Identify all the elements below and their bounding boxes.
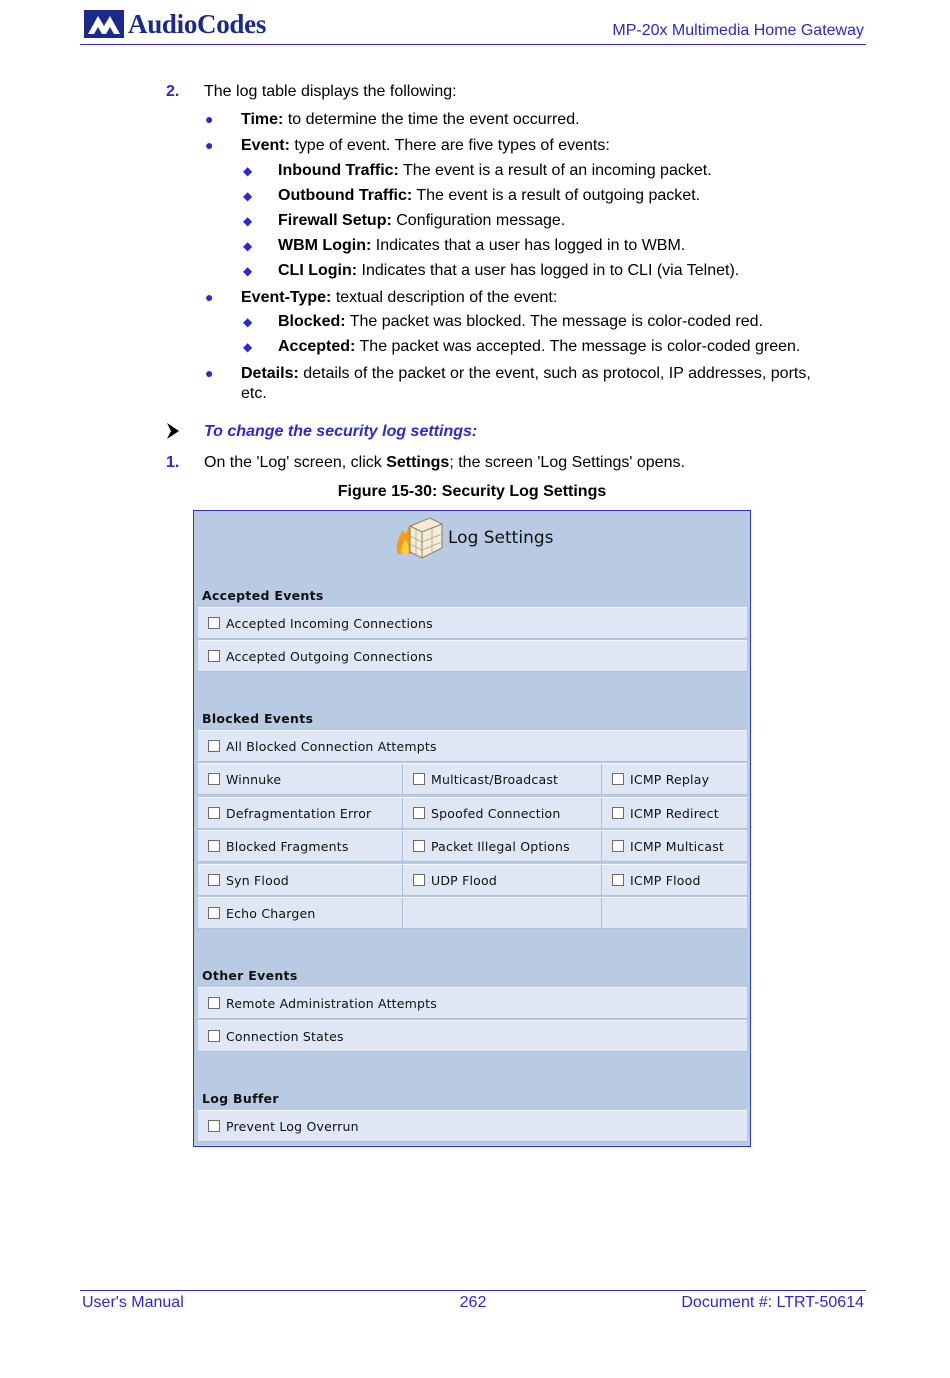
checkbox[interactable] [413, 840, 425, 852]
checkbox[interactable] [208, 874, 220, 886]
checkbox[interactable] [208, 840, 220, 852]
diamond-icon: ◆ [243, 239, 253, 253]
page-number: 262 [459, 1294, 487, 1311]
step-number: 2. [166, 83, 180, 100]
checkbox-option[interactable]: Winnuke [198, 764, 402, 794]
sub-bullet-item: Inbound Traffic: The event is a result of an incoming packet. [278, 162, 712, 179]
logo-text: AudioCodes [128, 8, 267, 39]
bullet-item-continuation: etc. [241, 385, 267, 402]
step-text: On the 'Log' screen, click Settings; the screen 'Log Settings' opens. [204, 454, 685, 471]
diamond-icon: ◆ [243, 164, 253, 178]
empty-cell [402, 898, 601, 928]
checkbox-option[interactable]: Spoofed Connection [402, 798, 601, 828]
section-heading: Blocked Events [202, 711, 314, 726]
diamond-icon: ◆ [243, 340, 253, 354]
checkbox-row [198, 763, 747, 795]
sub-bullet-item: Blocked: The packet was blocked. The message is color-coded red. [278, 313, 763, 330]
section-heading: Log Buffer [202, 1091, 279, 1106]
figure-caption: Figure 15-30: Security Log Settings [337, 483, 607, 500]
checkbox-option[interactable]: All Blocked Connection Attempts [198, 731, 747, 761]
checkbox-row [198, 797, 747, 829]
bullet-icon: ● [205, 137, 214, 153]
checkbox-row [198, 864, 747, 896]
checkbox-option[interactable]: Accepted Outgoing Connections [198, 641, 747, 671]
footer-right: Document #: LTRT-50614 [681, 1294, 864, 1311]
checkbox-row [198, 1020, 747, 1052]
bullet-item: Time: to determine the time the event occurred. [241, 111, 580, 128]
checkbox[interactable] [612, 807, 624, 819]
checkbox-option[interactable]: Remote Administration Attempts [198, 988, 747, 1018]
checkbox[interactable] [208, 1120, 220, 1132]
checkbox-row [198, 830, 747, 862]
checkbox[interactable] [208, 907, 220, 919]
diamond-icon: ◆ [243, 315, 253, 329]
checkbox-option[interactable]: Connection States [198, 1021, 747, 1051]
sub-bullet-item: Accepted: The packet was accepted. The message is color-coded green. [278, 338, 801, 355]
audiocodes-logo [84, 8, 266, 40]
checkbox[interactable] [208, 1030, 220, 1042]
bullet-icon: ● [205, 111, 214, 127]
checkbox[interactable] [612, 874, 624, 886]
sub-bullet-item: WBM Login: Indicates that a user has logged in to WBM. [278, 237, 686, 254]
checkbox-option[interactable]: ICMP Replay [601, 764, 747, 794]
step-number: 1. [166, 454, 180, 471]
firewall-icon [390, 514, 444, 562]
checkbox[interactable] [208, 773, 220, 785]
checkbox-option[interactable]: ICMP Flood [601, 865, 747, 895]
section-heading: Other Events [202, 968, 298, 983]
checkbox-row [198, 730, 747, 762]
checkbox-option[interactable]: Defragmentation Error [198, 798, 402, 828]
bullet-item: Event: type of event. There are five types of events: [241, 137, 610, 154]
footer-divider [80, 1290, 866, 1291]
checkbox[interactable] [208, 740, 220, 752]
step-text: The log table displays the following: [204, 83, 457, 100]
checkbox-option[interactable]: Echo Chargen [198, 898, 402, 928]
footer-left: User's Manual [82, 1294, 184, 1311]
diamond-icon: ◆ [243, 264, 253, 278]
diamond-icon: ◆ [243, 214, 253, 228]
bullet-item: Details: details of the packet or the event, such as protocol, IP addresses, ports, [241, 365, 811, 382]
checkbox-option[interactable]: ICMP Redirect [601, 798, 747, 828]
checkbox-row [198, 607, 747, 639]
checkbox-option[interactable]: Multicast/Broadcast [402, 764, 601, 794]
checkbox-option[interactable]: ICMP Multicast [601, 831, 747, 861]
checkbox[interactable] [612, 773, 624, 785]
log-settings-panel [193, 510, 751, 1147]
checkbox-option[interactable]: Syn Flood [198, 865, 402, 895]
section-heading: Accepted Events [202, 588, 324, 603]
checkbox-row [198, 640, 747, 672]
sub-bullet-item: Firewall Setup: Configuration message. [278, 212, 566, 229]
bullet-icon: ● [205, 365, 214, 381]
checkbox[interactable] [208, 650, 220, 662]
bullet-item: Event-Type: textual description of the event: [241, 289, 558, 306]
bullet-icon: ● [205, 289, 214, 305]
checkbox-option[interactable]: Accepted Incoming Connections [198, 608, 747, 638]
checkbox-row [198, 897, 747, 929]
checkbox-option[interactable]: Blocked Fragments [198, 831, 402, 861]
procedure-title: To change the security log settings: [204, 423, 478, 440]
checkbox-row [198, 987, 747, 1019]
panel-title: Log Settings [448, 528, 554, 548]
checkbox[interactable] [413, 807, 425, 819]
checkbox[interactable] [208, 807, 220, 819]
checkbox[interactable] [413, 874, 425, 886]
audiocodes-logo-icon [84, 10, 124, 38]
checkbox[interactable] [208, 617, 220, 629]
empty-cell [601, 898, 747, 928]
checkbox-option[interactable]: Packet Illegal Options [402, 831, 601, 861]
sub-bullet-item: Outbound Traffic: The event is a result of outgoing packet. [278, 187, 701, 204]
header-divider [80, 44, 866, 45]
diamond-icon: ◆ [243, 189, 253, 203]
arrow-right-icon [166, 422, 180, 440]
checkbox-option[interactable]: UDP Flood [402, 865, 601, 895]
checkbox-row [198, 1110, 747, 1142]
sub-bullet-item: CLI Login: Indicates that a user has logged in to CLI (via Telnet). [278, 262, 740, 279]
checkbox[interactable] [413, 773, 425, 785]
checkbox[interactable] [612, 840, 624, 852]
header-title: MP-20x Multimedia Home Gateway [612, 22, 864, 39]
checkbox[interactable] [208, 997, 220, 1009]
checkbox-option[interactable]: Prevent Log Overrun [198, 1111, 747, 1141]
